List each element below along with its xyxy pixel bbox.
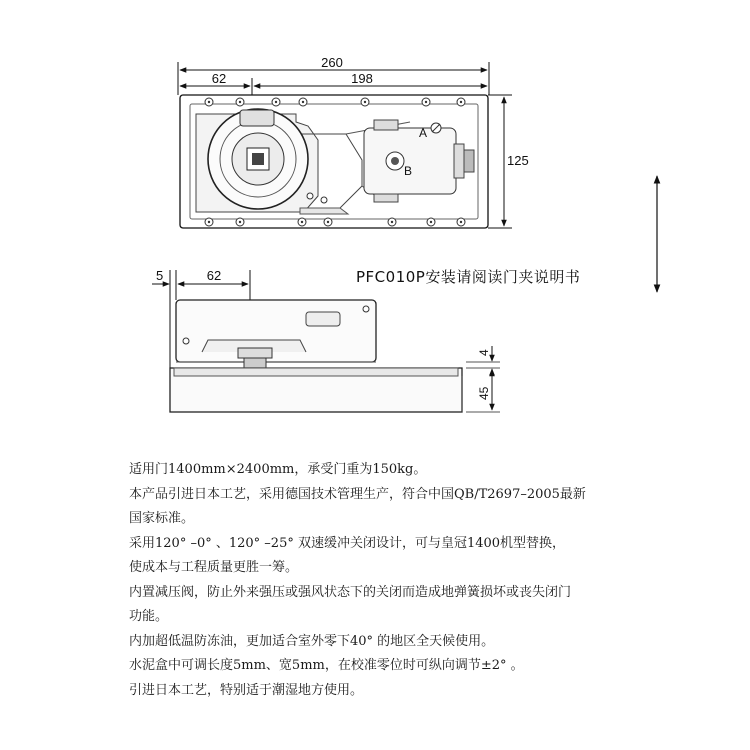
spec-line: 国家标准。 <box>129 511 195 526</box>
side-dim-height-label: 45 <box>477 386 491 400</box>
side-upper-body <box>176 300 376 362</box>
spec-line: 功能。 <box>129 609 169 624</box>
spec-line: 水泥盒中可调长度5mm、宽5mm，在校准零位时可纵向调节±2° 。 <box>129 658 524 673</box>
spec-line: 适用门1400mm×2400mm，承受门重为150kg。 <box>129 462 427 477</box>
top-view <box>178 62 512 228</box>
spec-line: 内加超低温防冻油，更加适合室外零下40° 的地区全天候使用。 <box>129 633 495 649</box>
dim-height-label: 125 <box>507 153 529 168</box>
drawing-title: PFC010P安装请阅读门夹说明书 <box>356 268 581 286</box>
spec-line: 采用120° –0° 、120° –25° 双速缓冲关闭设计，可与皇冠1400机型替换， <box>129 535 566 551</box>
valve-label-a: A <box>419 126 428 140</box>
dim-left-label: 62 <box>211 71 227 86</box>
valve-label-b: B <box>404 164 413 178</box>
valve-block <box>364 128 456 194</box>
dim-right-label: 198 <box>351 71 373 86</box>
dim-total-label: 260 <box>321 55 343 70</box>
spec-line: 内置减压阀，防止外来强压或强风状态下的关闭而造成地弹簧损坏或丧失闭门 <box>129 584 572 600</box>
side-dim-left-label: 62 <box>206 268 222 283</box>
spec-line: 引进日本工艺，特别适于潮湿地方使用。 <box>129 682 364 698</box>
side-dim-small-label: 4 <box>477 349 491 356</box>
side-dim-offset-label: 5 <box>156 268 164 283</box>
spec-line: 使成本与工程质量更胜一筹。 <box>129 560 299 575</box>
spec-list <box>129 458 689 703</box>
side-view <box>152 270 500 412</box>
spec-line: 本产品引进日本工艺，采用德国技术管理生产，符合中国QB/T2697–2005最新 <box>129 486 586 502</box>
